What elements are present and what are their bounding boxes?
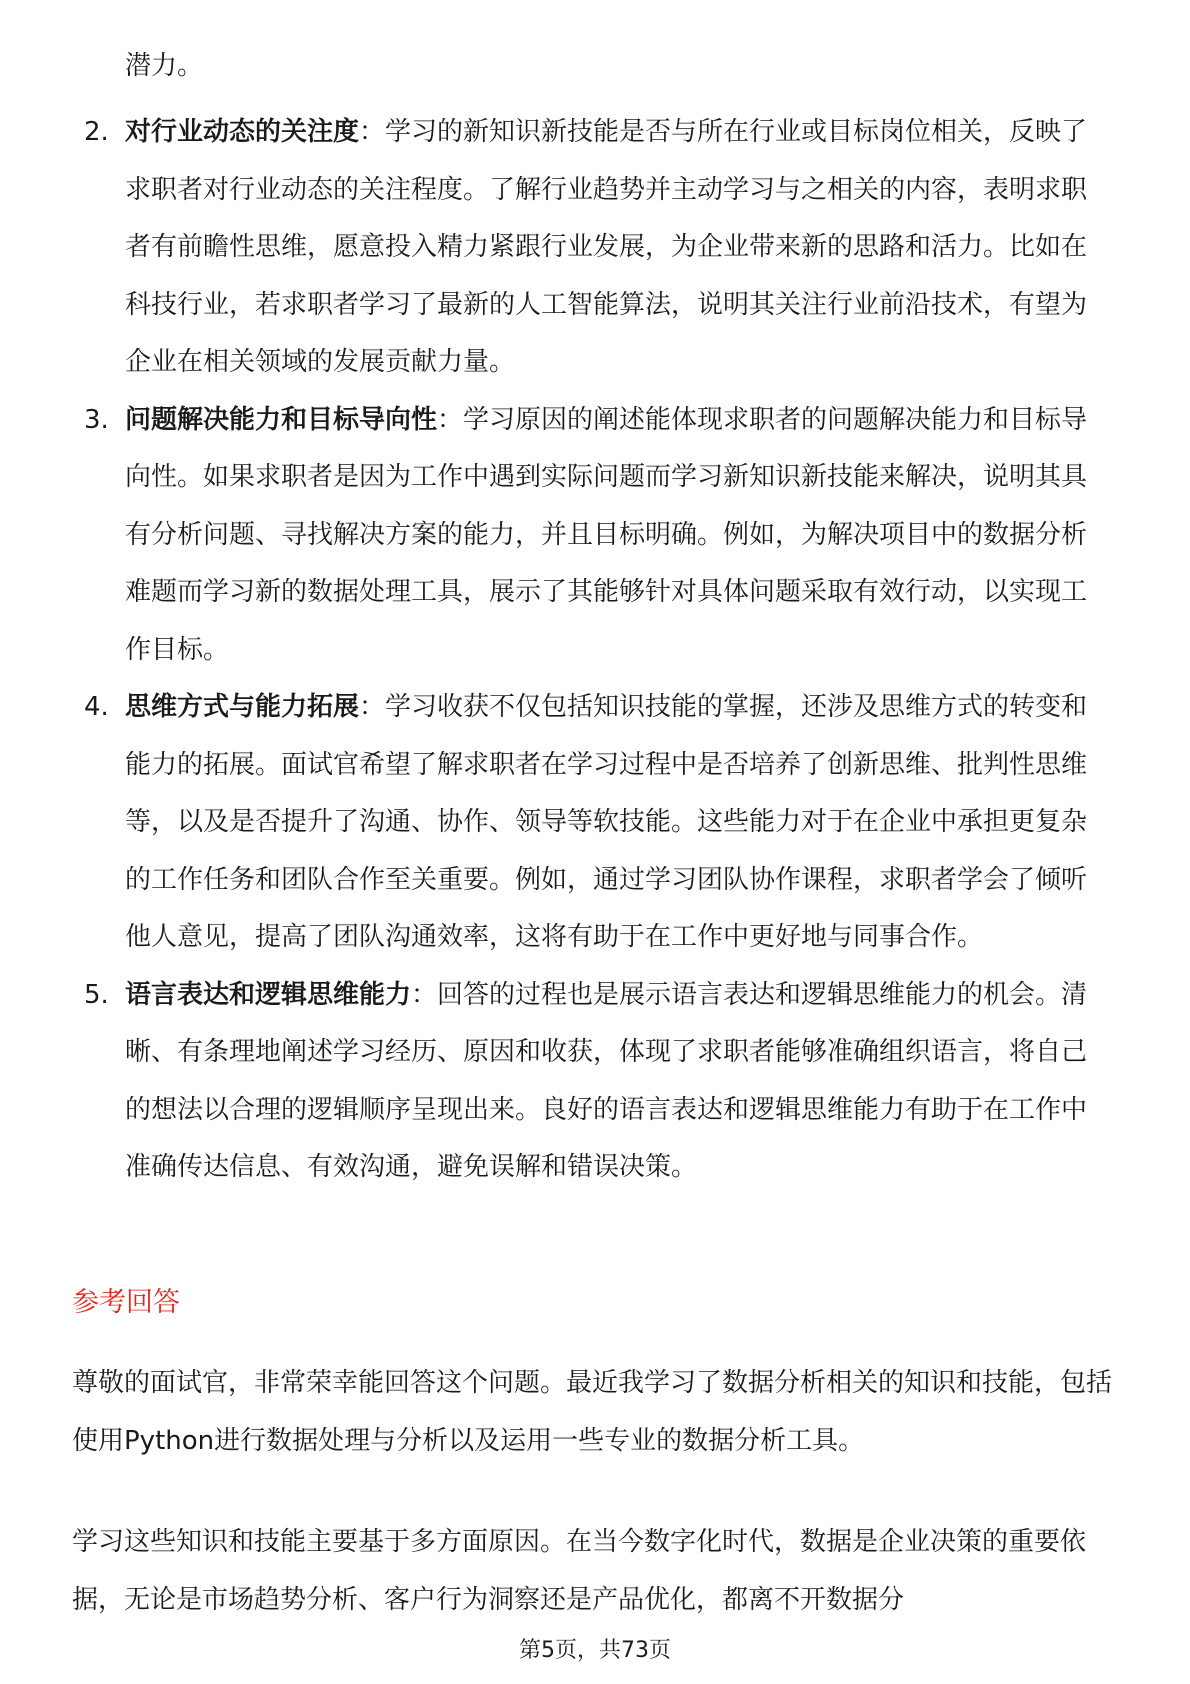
list-item bbox=[0, 392, 1190, 680]
list-item bbox=[0, 104, 1190, 392]
continuation-text: 潜力。 bbox=[125, 51, 204, 81]
list-item-text: 学习的新知识新技能是否与所在行业或目标岗位相关，反映了求职者对行业动态的关注程度。了解行业趋势并主动学习与之相关的内容，表明求职者有前瞻性思维，愿意投入精力紧跟行业发展，为企业带来新的思路和活力。比如在科技行业，若求职者学习了最新的人工智能算法，说明其关注行业前沿技术，有望为企业在相关领域的发展贡献力量。 bbox=[125, 117, 1088, 377]
answer-paragraph: 学习这些知识和技能主要基于多方面原因。在当今数字化时代，数据是企业决策的重要依据，无论是市场趋势分析、客户行为洞察还是产品优化，都离不开数据分 bbox=[72, 1527, 1087, 1615]
list-item-term: 思维方式与能力拓展 bbox=[125, 692, 360, 722]
list-item bbox=[0, 967, 1190, 1197]
list-item-separator: ： bbox=[411, 979, 438, 1010]
criteria-list bbox=[0, 104, 1190, 1197]
list-item-text: 学习收获不仅包括知识技能的掌握，还涉及思维方式的转变和能力的拓展。面试官希望了解求职者在学习过程中是否培养了创新思维、批判性思维等，以及是否提升了沟通、协作、领导等软技能。这些能力对于在企业中承担更复杂的工作任务和团队合作至关重要。例如，通过学习团队协作课程，求职者学会了倾听他人意见，提高了团队沟通效率，这将有助于在工作中更好地与同事合作。 bbox=[125, 692, 1088, 952]
list-item-number: 5. bbox=[84, 979, 109, 1010]
list-item-separator: ： bbox=[437, 404, 464, 435]
list-item-term: 对行业动态的关注度 bbox=[125, 117, 360, 147]
answer-paragraph: 尊敬的面试官，非常荣幸能回答这个问题。最近我学习了数据分析相关的知识和技能，包括使用Python进行数据处理与分析以及运用一些专业的数据分析工具。 bbox=[72, 1368, 1113, 1456]
list-item-text: 学习原因的阐述能体现求职者的问题解决能力和目标导向性。如果求职者是因为工作中遇到实际问题而学习新知识新技能来解决，说明其具有分析问题、寻找解决方案的能力，并且目标明确。例如，为解决项目中的数据分析难题而学习新的数据处理工具，展示了其能够针对具体问题采取有效行动，以实现工作目标。 bbox=[125, 404, 1088, 665]
list-item-separator: ： bbox=[359, 692, 386, 722]
page-number-footer: 第5页，共73页 bbox=[519, 1638, 671, 1663]
list-item-term: 问题解决能力和目标导向性 bbox=[125, 404, 438, 435]
list-item-number: 4. bbox=[84, 692, 109, 722]
list-item-text: 回答的过程也是展示语言表达和逻辑思维能力的机会。清晰、有条理地阐述学习经历、原因和收获，体现了求职者能够准确组织语言，将自己的想法以合理的逻辑顺序呈现出来。良好的语言表达和逻辑思维能力有助于在工作中准确传达信息、有效沟通，避免误解和错误决策。 bbox=[125, 979, 1088, 1182]
list-item-number: 3. bbox=[84, 404, 109, 435]
section-heading-reference-answer: 参考回答 bbox=[72, 1287, 180, 1318]
list-item-separator: ： bbox=[359, 117, 386, 147]
list-item bbox=[0, 679, 1190, 967]
list-item-term: 语言表达和逻辑思维能力 bbox=[125, 979, 412, 1010]
list-item-number: 2. bbox=[84, 117, 109, 147]
